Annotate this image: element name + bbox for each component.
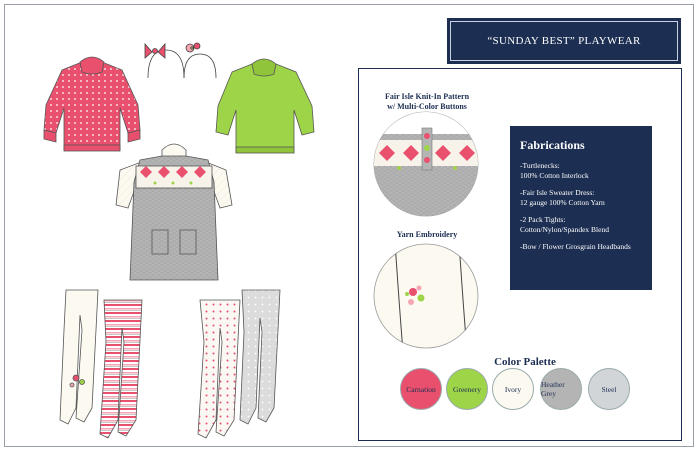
pink-dot-tights [198,300,240,438]
fabrication-item-line1: -Turtlenecks: [520,161,560,170]
detail-label-line1: Fair Isle Knit-In Pattern [384,92,470,101]
swatch-ivory [492,368,534,410]
title-banner [447,18,681,64]
fabrications-box [510,126,652,290]
fair-isle-detail-circle [373,110,483,220]
fabrication-item [520,215,642,235]
page-title: “SUNDAY BEST” PLAYWEAR [450,21,678,61]
swatch-label: Carnation [406,384,436,394]
detail-label-fair-isle [372,92,482,112]
swatch-greenery [446,368,488,410]
green-turtleneck [216,59,314,153]
swatch-label: Heather Grey [541,380,565,398]
fabrication-item [520,242,642,252]
grey-dot-tights [240,290,280,424]
sweater-dress [116,144,232,280]
palette-title: Color Palette [494,356,556,368]
fabrication-item-line1: -2 Pack Tights: [520,215,566,224]
fabrication-item-line2: Cotton/Nylon/Spandex Blend [520,225,609,234]
pink-turtleneck [44,57,140,151]
swatch-label: Steel [601,384,617,394]
embroidery-detail-circle [373,242,483,352]
fabrication-item-line1: -Fair Isle Sweater Dress: [520,188,595,197]
swatch-label: Ivory [504,384,522,394]
swatch-steel [588,368,630,410]
fabrications-heading: Fabrications [520,138,585,152]
fabrication-item-line2: 100% Cotton Interlock [520,171,589,180]
fabrication-item-line1: -Bow / Flower Grosgrain Headbands [520,242,631,251]
fabrication-item [520,161,642,181]
swatch-label: Greenery [453,384,481,394]
detail-label-line1: Yarn Embroidery [396,230,458,239]
fabrication-item-line2: 12 gauge 100% Cotton Yarn [520,198,605,207]
detail-label-embroidery [372,230,482,240]
detail-label-line2: w/ Multi-Color Buttons [387,102,467,111]
swatch-heather-grey [540,368,582,410]
fabrication-item [520,188,642,208]
swatch-carnation [400,368,442,410]
striped-tights [100,300,142,438]
headbands [145,43,216,78]
ivory-tights [60,290,98,424]
